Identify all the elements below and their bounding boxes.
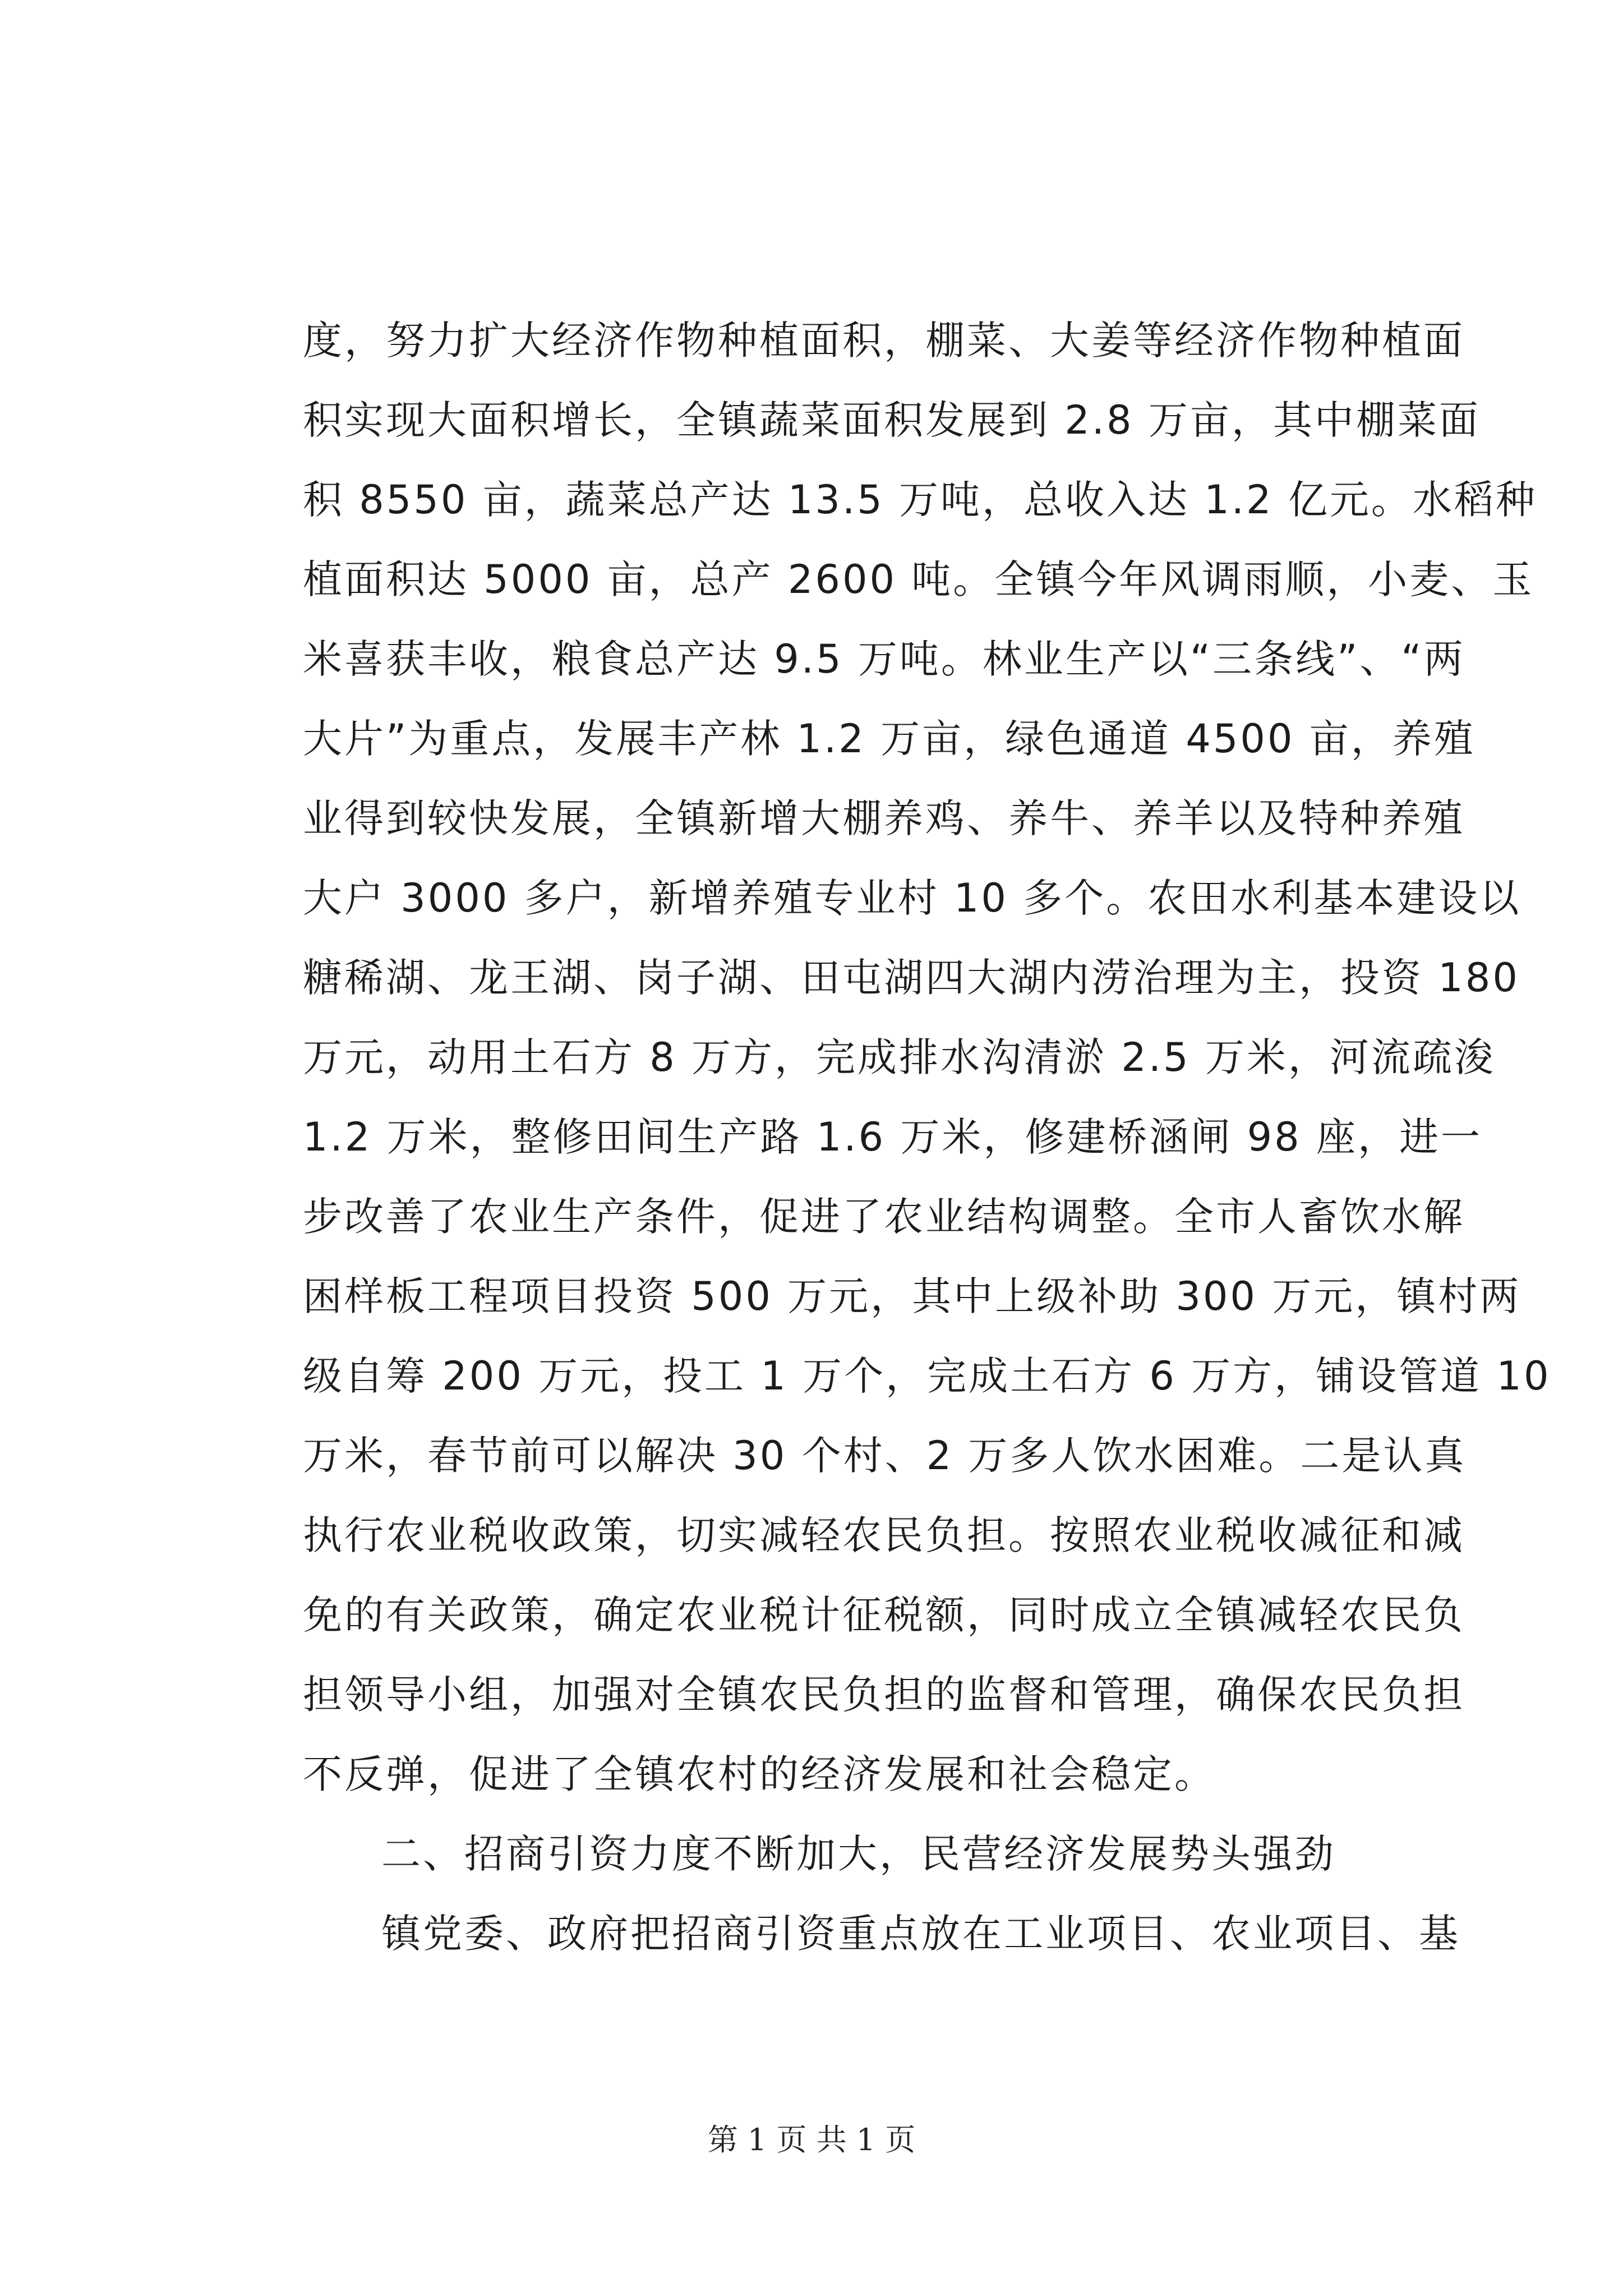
text-line: 镇党委、政府把招商引资重点放在工业项目、农业项目、基 [381, 1911, 1460, 1957]
text-line: 不反弹，促进了全镇农村的经济发展和社会稳定。 [303, 1751, 1216, 1797]
text-line: 大户 3000 多户，新增养殖专业村 10 多个。农田水利基本建设以 [303, 875, 1521, 921]
text-line: 糖稀湖、龙王湖、岗子湖、田屯湖四大湖内涝治理为主，投资 180 [303, 955, 1520, 1001]
section-heading: 二、招商引资力度不断加大，民营经济发展势头强劲 [381, 1831, 1336, 1877]
text-line: 业得到较快发展，全镇新增大棚养鸡、养牛、养羊以及特种养殖 [303, 795, 1465, 841]
text-line: 担领导小组，加强对全镇农民负担的监督和管理，确保农民负担 [303, 1672, 1465, 1718]
page-number: 第 1 页 共 1 页 [707, 2122, 916, 2157]
text-line: 万米，春节前可以解决 30 个村、2 万多人饮水困难。二是认真 [303, 1433, 1467, 1479]
text-line: 万元，动用土石方 8 万方，完成排水沟清淤 2.5 万米，河流疏浚 [303, 1034, 1496, 1080]
text-line: 执行农业税收政策，切实减轻农民负担。按照农业税收减征和减 [303, 1512, 1465, 1558]
text-line: 积 8550 亩，蔬菜总产达 13.5 万吨，总收入达 1.2 亿元。水稻种 [303, 477, 1537, 523]
text-line: 大片”为重点，发展丰产林 1.2 万亩，绿色通道 4500 亩，养殖 [303, 716, 1476, 762]
text-line: 积实现大面积增长，全镇蔬菜面积发展到 2.8 万亩，其中棚菜面 [303, 397, 1481, 443]
text-line: 免的有关政策，确定农业税计征税额，同时成立全镇减轻农民负 [303, 1592, 1465, 1638]
text-line: 1.2 万米，整修田间生产路 1.6 万米，修建桥涵闸 98 座，进一 [303, 1114, 1482, 1160]
text-line: 米喜获丰收，粮食总产达 9.5 万吨。林业生产以“三条线”、“两 [303, 636, 1465, 682]
page-footer [0, 2120, 1623, 2160]
text-line: 困样板工程项目投资 500 万元，其中上级补助 300 万元，镇村两 [303, 1273, 1521, 1319]
text-line: 级自筹 200 万元，投工 1 万个，完成土石方 6 万方，铺设管道 10 [303, 1353, 1551, 1399]
text-line: 步改善了农业生产条件，促进了农业结构调整。全市人畜饮水解 [303, 1194, 1465, 1240]
text-line: 植面积达 5000 亩，总产 2600 吨。全镇今年风调雨顺，小麦、玉 [303, 556, 1534, 602]
document-body [303, 301, 1551, 1973]
text-line: 度，努力扩大经济作物种植面积，棚菜、大姜等经济作物种植面 [303, 318, 1465, 364]
